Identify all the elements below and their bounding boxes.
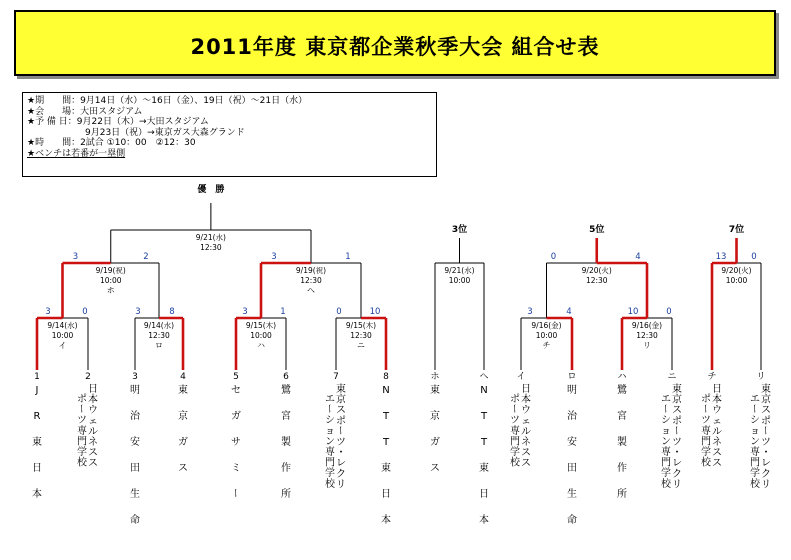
team-name <box>479 385 489 526</box>
team-name-char: T <box>480 411 488 422</box>
score-right: 4 <box>566 307 572 317</box>
team-name-char: ポ <box>761 415 771 427</box>
team-name-char: 東 <box>761 384 771 395</box>
team-name-char: ス <box>88 447 98 459</box>
team-name-char: ス <box>88 458 98 470</box>
team-name-char: ス <box>336 405 346 417</box>
score-right: 8 <box>169 307 175 317</box>
team-name <box>178 383 188 474</box>
team-name-char: 本 <box>88 394 98 406</box>
score-left: 13 <box>715 252 727 262</box>
team-name-char: 東 <box>672 384 682 395</box>
team-name-char: ミ <box>231 463 241 474</box>
team-name-char: 本 <box>381 515 391 526</box>
game-time: 12:30 <box>585 276 608 285</box>
team-name-char: ス <box>672 405 682 417</box>
team-name-char: シ <box>661 415 671 427</box>
team-name-char: 製 <box>617 437 627 448</box>
team-name-char: 校 <box>701 457 711 469</box>
game-time: 10:00 <box>448 276 471 285</box>
team-name-char: 東 <box>336 384 346 395</box>
team-name-char: ー <box>670 425 681 436</box>
team-name-char: T <box>382 437 390 448</box>
team-name-char: 校 <box>750 478 760 490</box>
team-name-char: 校 <box>77 457 87 469</box>
game-time: 10:00 <box>99 276 122 285</box>
team-name-char: 本 <box>32 489 42 500</box>
game-time: 12:30 <box>200 243 222 252</box>
team-name <box>712 383 722 469</box>
team-name-char: 東 <box>32 437 42 448</box>
score-right: 4 <box>635 252 641 262</box>
team-name-char: 東 <box>479 463 489 474</box>
team-name-char: 明 <box>567 385 577 396</box>
team-name-char: ョ <box>661 425 671 437</box>
team-name <box>759 382 771 490</box>
team-name-char: ポ <box>336 415 346 427</box>
team-name-char: サ <box>231 437 241 448</box>
team-name-char: ー <box>229 488 240 498</box>
team-name-char: 作 <box>617 463 627 474</box>
team-name-char: ル <box>712 426 722 438</box>
team-name-char: ウ <box>712 405 722 417</box>
team-name <box>229 385 241 498</box>
team-name-char: ス <box>712 447 722 459</box>
team-name-char: 京 <box>336 394 346 406</box>
team-number: リ <box>756 372 766 382</box>
team-name-char: ・ <box>672 447 682 459</box>
team-name-char: ツ <box>77 415 87 427</box>
team-number: 1 <box>34 372 40 382</box>
info-time: ★時 間：2試合 ①10：00 ②12：30 <box>27 138 196 148</box>
team-name-char: ン <box>661 436 671 448</box>
team-name-char: ー <box>323 403 334 414</box>
team-name <box>323 394 336 490</box>
team-name-char: 門 <box>77 436 87 448</box>
team-name-char: ツ <box>336 437 346 448</box>
team-name-char: ツ <box>672 437 682 448</box>
game-code: ホ <box>106 286 115 295</box>
team-name-char: 門 <box>325 457 335 469</box>
seventh-place-label: 7位 <box>728 225 745 235</box>
team-name <box>130 384 141 526</box>
team-name-char: 日 <box>32 463 42 474</box>
team-name-char: 校 <box>325 478 335 490</box>
team-name-char: ウ <box>88 405 98 417</box>
team-number: 5 <box>233 372 239 382</box>
team-name-char: 所 <box>617 489 627 500</box>
team-name-char: ス <box>178 463 188 474</box>
team-name-char: ス <box>761 405 771 417</box>
team-name-char: シ <box>325 415 335 427</box>
team-name-char: ス <box>712 458 722 470</box>
team-name-char: 生 <box>130 489 140 500</box>
team-name-char: 学 <box>325 468 335 480</box>
team-number: 2 <box>85 372 91 382</box>
team-name-char: 本 <box>521 394 531 406</box>
team-name <box>75 393 88 469</box>
team-number: 3 <box>132 372 138 382</box>
score-left: 0 <box>336 307 342 317</box>
score-right: 0 <box>82 307 88 317</box>
team-name-char: 田 <box>567 463 577 474</box>
info-venue: ★会 場：大田スタジアム <box>27 106 143 117</box>
team-name-char: ー <box>748 403 759 414</box>
team-name-char: 専 <box>701 425 711 437</box>
team-name-char: ネ <box>521 437 531 448</box>
team-name-char: リ <box>336 479 346 491</box>
score-right: 1 <box>280 307 286 317</box>
team-name <box>508 393 521 469</box>
team-name-char: 学 <box>661 468 671 480</box>
score-right: 0 <box>666 307 672 317</box>
team-number: 6 <box>283 372 289 382</box>
team-name-char: ウ <box>521 405 531 417</box>
team-number: ヘ <box>479 372 489 382</box>
game-code: ハ <box>257 341 265 350</box>
game-time: 10:00 <box>250 331 272 340</box>
team-name-char: 東 <box>381 463 391 474</box>
team-name-char: エ <box>661 394 671 405</box>
team-number: 4 <box>180 372 186 382</box>
team-name-char: ツ <box>761 437 771 448</box>
team-name <box>334 382 346 490</box>
team-name-char: レ <box>761 458 771 470</box>
team-name-char: 専 <box>325 447 335 458</box>
team-name-char: N <box>480 385 488 396</box>
team-name-char: 門 <box>510 436 520 448</box>
team-name-char: 京 <box>672 394 682 406</box>
team-name-char: 京 <box>761 394 771 406</box>
team-name-char: ガ <box>430 437 440 448</box>
team-name-char: セ <box>231 385 241 396</box>
team-name-char: ポ <box>701 394 711 405</box>
team-name-char: ン <box>750 436 760 448</box>
team-name <box>567 384 578 526</box>
game-code: イ <box>58 341 67 350</box>
team-name-char: ル <box>521 426 531 438</box>
team-name-char: 治 <box>567 411 577 422</box>
team-name-char: ク <box>672 468 682 480</box>
champion-label: 優 勝 <box>197 185 225 195</box>
score-left: 3 <box>271 252 277 262</box>
team-name-char: ク <box>336 468 346 480</box>
team-number: イ <box>516 372 526 382</box>
team-name-char: レ <box>672 458 682 470</box>
team-name-char: ョ <box>325 425 335 437</box>
score-left: 3 <box>242 307 248 317</box>
team-name-char: 安 <box>130 437 140 448</box>
third-place-label: 3位 <box>451 225 468 235</box>
team-name-char: 命 <box>130 515 140 526</box>
team-name-char: 京 <box>178 411 188 422</box>
game-date: 9/20(火) <box>721 266 752 275</box>
info-period: ★期 間：9月14日（水）～16日（金）、19日（祝）～21日（水） <box>27 96 308 106</box>
team-name <box>32 385 42 500</box>
team-name-char: 専 <box>510 425 520 437</box>
team-name <box>430 383 440 474</box>
game-date: 9/19(祝) <box>295 266 327 275</box>
info-bench-note: ★ベンチは若番が一塁側 <box>27 148 126 159</box>
team-name-char: ク <box>761 468 771 480</box>
team-name-char: ェ <box>88 415 98 427</box>
team-name-char: J <box>35 385 39 396</box>
team-name-char: ポ <box>672 415 682 427</box>
game-time: 12:30 <box>350 331 372 340</box>
team-name-char: ネ <box>712 437 722 448</box>
team-name-char: 宮 <box>281 411 291 422</box>
team-name-char: N <box>382 385 390 396</box>
team-name-char: ン <box>325 436 335 448</box>
game-date: 9/15(木) <box>245 321 277 330</box>
team-name-char: エ <box>750 394 760 405</box>
team-name <box>659 394 672 490</box>
team-name-char: 日 <box>521 384 531 395</box>
team-name-char: 校 <box>510 457 520 469</box>
score-left: 3 <box>45 307 51 317</box>
team-name-char: 日 <box>381 489 391 500</box>
game-code: ニ <box>357 341 365 350</box>
game-time: 12:30 <box>148 331 170 340</box>
game-date: 9/19(祝) <box>95 266 126 275</box>
team-name-char: 専 <box>661 447 671 458</box>
team-name-char: ツ <box>510 415 520 427</box>
game-time: 10:00 <box>51 331 74 340</box>
team-name-char: 宮 <box>617 411 627 422</box>
team-number: ハ <box>617 372 627 382</box>
info-reserve-day-2: 9月23日（祝）→東京ガス大森グランド <box>85 127 245 138</box>
team-name-char: 鷺 <box>281 385 291 396</box>
team-name-char: 学 <box>701 447 711 458</box>
score-left: 0 <box>550 252 557 262</box>
team-name-char: T <box>480 437 488 448</box>
score-left: 3 <box>72 252 79 262</box>
game-date: 9/20(火) <box>581 266 612 275</box>
game-code: ロ <box>155 341 163 350</box>
team-name-char: リ <box>672 479 682 491</box>
team-name-char: 学 <box>750 468 760 480</box>
team-name-char: レ <box>336 458 346 470</box>
team-name-char: 本 <box>712 394 722 406</box>
team-name-char: 製 <box>281 437 291 448</box>
team-name <box>521 383 531 469</box>
info-reserve-day: ★予 備 日：9月22日（木）→大田スタジアム <box>27 117 209 127</box>
team-name-char: ェ <box>712 415 722 427</box>
team-name-char: ェ <box>521 415 531 427</box>
score-left: 3 <box>135 307 141 317</box>
team-name-char: 所 <box>281 489 291 500</box>
game-time: 10:00 <box>725 276 748 285</box>
team-name-char: ル <box>88 426 98 438</box>
game-date: 9/16(金) <box>531 321 562 330</box>
team-name <box>88 383 98 469</box>
team-name-char: 日 <box>712 384 722 395</box>
team-name-char: ー <box>759 425 770 436</box>
game-code: ヘ <box>307 286 315 295</box>
team-name-char: ー <box>75 403 86 414</box>
page-title: 2011年度 東京都企業秋季大会 組合せ表 <box>190 35 600 59</box>
team-name-char: ョ <box>750 425 760 437</box>
game-code: リ <box>643 341 651 350</box>
team-name-char: ス <box>521 447 531 459</box>
game-time: 10:00 <box>535 331 558 340</box>
team-name <box>381 385 391 526</box>
team-name-char: 命 <box>567 515 577 526</box>
team-name <box>617 384 627 500</box>
team-name-char: 東 <box>178 385 188 396</box>
team-name-char: リ <box>761 479 771 491</box>
team-name-char: ス <box>521 458 531 470</box>
team-name-char: 本 <box>479 515 489 526</box>
team-name-char: 門 <box>661 457 671 469</box>
team-name-char: ス <box>430 463 440 474</box>
team-name-char: 安 <box>567 437 577 448</box>
team-name-char: 鷺 <box>617 385 627 396</box>
team-name-char: ー <box>659 403 670 414</box>
game-date: 9/14(水) <box>143 321 175 330</box>
score-right: 10 <box>369 307 381 317</box>
team-name-char: 田 <box>130 463 140 474</box>
team-number: ニ <box>667 372 677 382</box>
game-code: チ <box>542 341 551 350</box>
team-number: ホ <box>430 372 440 382</box>
score-right: 1 <box>345 252 351 262</box>
team-name-char: ポ <box>77 394 87 405</box>
team-name-char: 門 <box>750 457 760 469</box>
team-name-char: ー <box>699 403 710 414</box>
team-name-char: 学 <box>77 447 87 458</box>
team-name-char: ー <box>508 403 519 414</box>
game-time: 12:30 <box>300 276 322 285</box>
team-name <box>748 394 761 490</box>
team-name-char: シ <box>750 415 760 427</box>
team-name <box>699 393 712 469</box>
team-name-char: ポ <box>510 394 520 405</box>
team-name <box>670 382 682 490</box>
team-name-char: 門 <box>701 436 711 448</box>
team-name-char: R <box>33 411 41 422</box>
team-name-char: 東 <box>430 385 440 396</box>
team-number: 8 <box>383 372 389 382</box>
team-name-char: 日 <box>88 384 98 395</box>
score-right: 0 <box>751 252 757 262</box>
team-name-char: 専 <box>77 425 87 437</box>
team-name-char: 治 <box>130 411 140 422</box>
game-date: 9/21(水) <box>444 266 475 275</box>
team-name-char: 日 <box>479 489 489 500</box>
score-right: 2 <box>143 252 149 262</box>
game-date: 9/14(水) <box>47 321 78 330</box>
team-number: 7 <box>333 372 339 382</box>
score-left: 10 <box>627 307 639 317</box>
team-name-char: 京 <box>430 411 440 422</box>
team-name <box>281 384 291 500</box>
team-name-char: 校 <box>661 478 671 490</box>
team-name-char: 学 <box>510 447 520 458</box>
team-name-char: ・ <box>761 447 771 459</box>
game-date: 9/21(水) <box>195 233 226 242</box>
fifth-place-label: 5位 <box>589 225 605 235</box>
team-name-char: ガ <box>178 437 188 448</box>
team-name-char: ガ <box>231 411 241 422</box>
team-name-char: 専 <box>750 447 760 458</box>
team-name-char: ツ <box>701 415 711 427</box>
team-number: ロ <box>567 372 577 382</box>
team-number: チ <box>707 372 717 382</box>
game-time: 12:30 <box>636 331 658 340</box>
team-name-char: T <box>382 411 390 422</box>
team-name-char: 生 <box>567 489 577 500</box>
team-name-char: ー <box>334 425 345 436</box>
team-name-char: 明 <box>130 385 140 396</box>
team-name-char: 作 <box>281 463 291 474</box>
game-date: 9/16(金) <box>631 321 663 330</box>
team-name-char: エ <box>325 394 335 405</box>
team-name-char: ・ <box>336 447 346 459</box>
game-date: 9/15(木) <box>345 321 377 330</box>
score-left: 3 <box>527 307 533 317</box>
team-name-char: ネ <box>88 437 98 448</box>
